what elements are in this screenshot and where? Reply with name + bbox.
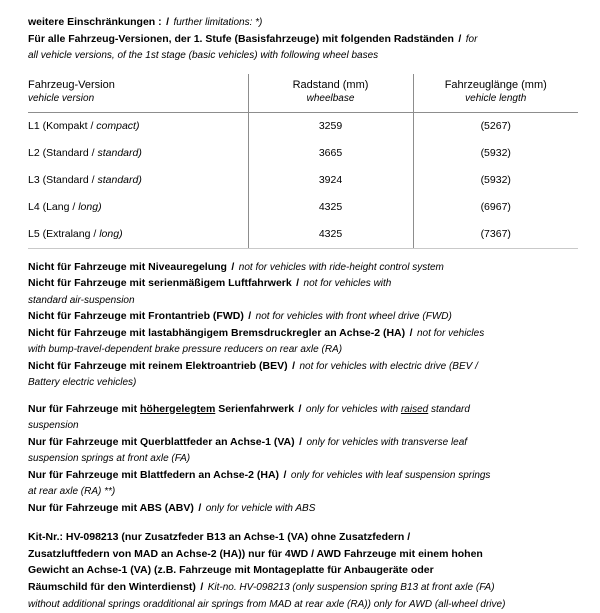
cell-vehicle-length: (5932) (413, 167, 578, 194)
restriction-luftfahrwerk-cont (28, 292, 578, 309)
requirement-blattfedern-cont (28, 483, 578, 500)
requirement-blattfedern (28, 467, 578, 484)
cell-vehicle-version (28, 167, 248, 194)
intro-line-1-separator: / (166, 16, 169, 28)
restriction-niveauregelung-separator: / (231, 260, 235, 273)
restriction-bremsdruckregler (28, 325, 578, 342)
cell-version-de: L2 (Standard / (28, 146, 95, 159)
cell-vehicle-version (28, 140, 248, 167)
cell-version-en: long) (78, 200, 102, 213)
cell-wheelbase: 3924 (248, 167, 413, 194)
requirement-abs-separator: / (198, 501, 202, 514)
cell-vehicle-length: (7367) (413, 221, 578, 249)
restriction-frontantrieb-en: not for vehicles with front wheel drive (FWD) (255, 311, 452, 322)
restriction-elektroantrieb-cont (28, 374, 578, 391)
requirement-serienfahrwerk-de-post: Serienfahrwerk (215, 402, 295, 415)
cell-vehicle-length: (5932) (413, 140, 578, 167)
kit-separator: / (200, 580, 204, 593)
requirement-serienfahrwerk-en-underline: raised (400, 403, 429, 415)
cell-wheelbase: 3665 (248, 140, 413, 167)
column-header-vehicle-version-de: Fahrzeug-Version (28, 78, 115, 91)
wheelbase-table-head (28, 74, 578, 113)
column-header-wheelbase (248, 74, 413, 113)
column-header-vehicle-length (413, 74, 578, 113)
cell-version-de: L1 (Kompakt / (28, 119, 94, 132)
restriction-luftfahrwerk-en-cont: standard air-suspension (28, 294, 135, 306)
cell-version-en: compact) (96, 119, 140, 132)
restriction-bremsdruckregler-separator: / (409, 326, 413, 339)
restriction-luftfahrwerk-separator: / (296, 277, 300, 289)
requirement-serienfahrwerk-de-pre: Nur für Fahrzeuge mit (28, 402, 141, 415)
cell-vehicle-version (28, 221, 248, 249)
restriction-niveauregelung-de: Nicht für Fahrzeuge mit Niveauregelung (28, 260, 227, 273)
intro-line-1-de: weitere Einschränkungen : (28, 16, 162, 28)
intro-line-1-en: further limitations: *) (173, 17, 263, 28)
restriction-luftfahrwerk-en: not for vehicles with (303, 278, 392, 289)
requirement-serienfahrwerk (28, 401, 578, 418)
restriction-elektroantrieb-de: Nicht für Fahrzeuge mit reinem Elektroantrieb (BEV) (28, 359, 288, 372)
cell-vehicle-version (28, 194, 248, 221)
cell-wheelbase: 4325 (248, 221, 413, 249)
intro-line-3 (28, 47, 578, 64)
column-header-vehicle-version-en: vehicle version (28, 92, 95, 104)
restriction-luftfahrwerk-de: Nicht für Fahrzeuge mit serienmäßigem Luftfahrwerk (28, 277, 292, 289)
cell-version-en: standard) (97, 146, 142, 159)
requirement-querblattfeder-separator: / (299, 435, 302, 448)
intro-block (28, 14, 578, 64)
kit-line-4 (28, 578, 578, 596)
wheelbase-table (28, 74, 578, 249)
requirement-serienfahrwerk-en-pre: only for vehicles with (305, 403, 401, 415)
cell-wheelbase: 4325 (248, 194, 413, 221)
cell-vehicle-length: (6967) (413, 194, 578, 221)
requirement-abs-de: Nur für Fahrzeuge mit ABS (ABV) (28, 501, 194, 514)
kit-number-block (28, 528, 578, 613)
restriction-niveauregelung-en: not for vehicles with ride-height control system (238, 261, 444, 273)
requirement-querblattfeder-en-cont: suspension springs at front axle (FA) (28, 453, 191, 464)
cell-version-de: L4 (Lang / (28, 200, 76, 213)
requirement-blattfedern-separator: / (283, 468, 287, 481)
requirement-abs-en: only for vehicle with ABS (205, 502, 316, 514)
table-header-row (28, 74, 578, 113)
restriction-elektroantrieb-en-cont: Battery electric vehicles) (28, 377, 137, 388)
intro-line-1 (28, 14, 578, 31)
column-header-wheelbase-de: Radstand (mm) (292, 78, 369, 91)
restrictions-only-for-group (28, 401, 578, 517)
table-row (28, 194, 578, 221)
kit-line-2-de: Zusatzluftfedern von MAD an Achse-2 (HA)) nur für 4WD / AWD Fahrzeuge mit einem hohen (28, 547, 483, 560)
cell-wheelbase: 3259 (248, 112, 413, 140)
kit-line-1-de: Kit-Nr.: HV-098213 (nur Zusatzfeder B13 an Achse-1 (VA) ohne Zusatzfedern / (28, 531, 411, 543)
kit-line-1 (28, 528, 578, 545)
restriction-elektroantrieb (28, 358, 578, 375)
requirement-serienfahrwerk-de-underline: höhergelegtem (140, 402, 216, 415)
restriction-luftfahrwerk (28, 275, 578, 292)
restriction-bremsdruckregler-cont (28, 341, 578, 358)
intro-line-2-en: for (465, 33, 478, 45)
cell-version-de: L3 (Standard / (28, 173, 95, 186)
kit-line-2 (28, 545, 578, 562)
requirement-serienfahrwerk-en-cont: suspension (28, 420, 79, 431)
intro-line-2-separator: / (458, 32, 462, 45)
table-row (28, 112, 578, 140)
requirement-querblattfeder-cont (28, 450, 578, 467)
kit-line-3-de: Gewicht an Achse-1 (VA) (z.B. Fahrzeuge mit Montageplatte für Anbaugeräte oder (28, 564, 434, 576)
requirement-abs (28, 500, 578, 517)
restriction-bremsdruckregler-en: not for vehicles (416, 327, 485, 339)
requirement-blattfedern-en-cont: at rear axle (RA) **) (28, 486, 116, 497)
requirement-blattfedern-de: Nur für Fahrzeuge mit Blattfedern an Achse-2 (HA) (28, 468, 280, 481)
restriction-elektroantrieb-separator: / (292, 359, 296, 372)
requirement-querblattfeder-de: Nur für Fahrzeuge mit Querblattfeder an Achse-1 (VA) (28, 435, 295, 448)
intro-line-3-en: all vehicle versions, of the 1st stage (basic vehicles) with following wheel bases (28, 50, 379, 61)
restriction-bremsdruckregler-de: Nicht für Fahrzeuge mit lastabhängigem Bremsdruckregler an Achse-2 (HA) (28, 326, 406, 339)
restriction-frontantrieb-separator: / (248, 310, 252, 322)
restriction-frontantrieb (28, 308, 578, 325)
requirement-serienfahrwerk-en-post: standard (428, 403, 470, 415)
intro-line-2 (28, 31, 578, 48)
cell-version-en: long) (99, 227, 123, 240)
restriction-frontantrieb-de: Nicht für Fahrzeuge mit Frontantrieb (FWD) (28, 310, 244, 322)
intro-line-2-de: Für alle Fahrzeug-Versionen, der 1. Stufe (Basisfahrzeuge) mit folgenden Radständen (28, 32, 454, 45)
cell-version-de: L5 (Extralang / (28, 227, 97, 240)
requirement-querblattfeder-en: only for vehicles with transverse leaf (306, 436, 468, 448)
wheelbase-table-body (28, 112, 578, 248)
kit-line-5 (28, 595, 578, 613)
cell-vehicle-version (28, 112, 248, 140)
kit-line-4-de: Räumschild für den Winterdienst) (28, 580, 196, 593)
column-header-vehicle-length-de: Fahrzeuglänge (mm) (444, 78, 547, 91)
restriction-bremsdruckregler-en-cont: with bump-travel-dependent brake pressure reducers on rear axle (RA) (28, 344, 343, 355)
kit-line-5-en: without additional springs oradditional air springs from MAD at rear axle (RA)) only for AWD (all-wheel drive) (28, 599, 506, 610)
table-row (28, 167, 578, 194)
kit-line-3 (28, 561, 578, 578)
restriction-elektroantrieb-en: not for vehicles with electric drive (BEV / (299, 360, 478, 372)
kit-line-4-en: Kit-no. HV-098213 (only suspension spring B13 at front axle (FA) (207, 581, 495, 593)
table-row (28, 140, 578, 167)
requirement-serienfahrwerk-separator: / (298, 402, 302, 415)
requirement-querblattfeder (28, 434, 578, 451)
cell-vehicle-length: (5267) (413, 112, 578, 140)
requirement-blattfedern-en: only for vehicles with leaf suspension springs (290, 469, 491, 481)
column-header-vehicle-version (28, 74, 248, 113)
column-header-wheelbase-en: wheelbase (306, 92, 355, 104)
restrictions-not-for-group (28, 259, 578, 391)
column-header-vehicle-length-en: vehicle length (465, 92, 527, 104)
cell-version-en: standard) (97, 173, 142, 186)
table-row (28, 221, 578, 249)
